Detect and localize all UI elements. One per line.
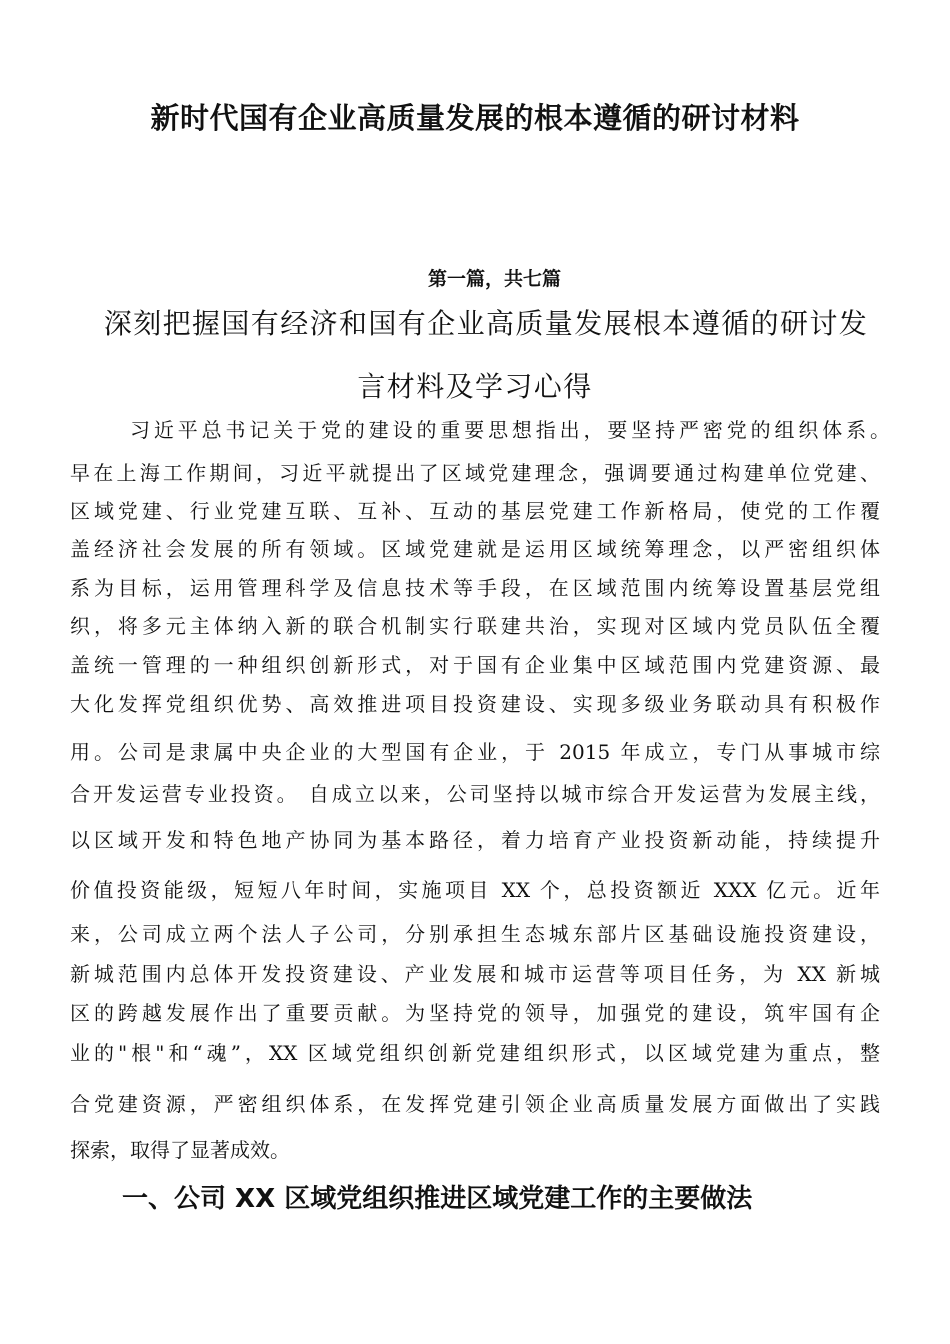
paragraph-line: 探索，取得了显著成效。 [70,1138,290,1162]
paragraph-line: 早在上海工作期间，习近平就提出了区域党建理念，强调要通过构建单位党建、 [70,461,880,485]
document-title: 新时代国有企业高质量发展的根本遵循的研讨材料 [150,101,800,135]
paragraph-line: 区的跨越发展作出了重要贡献。为坚持党的领导，加强党的建设，筑牢国有企 [70,1001,880,1025]
paragraph-line: 大化发挥党组织优势、高效推进项目投资建设、实现多级业务联动具有积极作 [70,692,880,716]
part-label: 第一篇，共七篇 [428,268,562,290]
paragraph-line: 习近平总书记关于党的建设的重要思想指出，要坚持严密党的组织体系。 [130,418,890,442]
paragraph-line: 新城范围内总体开发投资建设、产业发展和城市运营等项目任务，为 XX 新城 [70,962,880,986]
paragraph-line: 业的"根"和“魂”，XX 区域党组织创新党建组织形式，以区域党建为重点，整 [70,1041,880,1065]
paragraph-line: 区域党建、行业党建互联、互补、互动的基层党建工作新格局，使党的工作覆 [70,499,880,523]
paragraph-line: 价值投资能级，短短八年时间，实施项目 XX 个，总投资额近 XXX 亿元。近年 [70,878,880,902]
paragraph-line: 织，将多元主体纳入新的联合机制实行联建共治，实现对区域内党员队伍全覆 [70,614,880,638]
section-heading: 一、公司 XX 区域党组织推进区域党建工作的主要做法 [122,1184,753,1214]
paragraph-line: 来，公司成立两个法人子公司，分别承担生态城东部片区基础设施投资建设， [70,922,880,946]
paragraph-line: 盖统一管理的一种组织创新形式，对于国有企业集中区域范围内党建资源、最 [70,653,880,677]
paragraph-line: 合开发运营专业投资。 自成立以来，公司坚持以城市综合开发运营为发展主线， [70,782,880,806]
paragraph-line: 用。公司是隶属中央企业的大型国有企业，于 2015 年成立，专门从事城市综 [70,740,880,764]
subtitle-line-1: 深刻把握国有经济和国有企业高质量发展根本遵循的研讨发 [103,307,869,340]
paragraph-line: 合党建资源，严密组织体系，在发挥党建引领企业高质量发展方面做出了实践 [70,1092,880,1116]
paragraph-line: 系为目标，运用管理科学及信息技术等手段，在区域范围内统筹设置基层党组 [70,576,880,600]
paragraph-line: 以区域开发和特色地产协同为基本路径，着力培育产业投资新动能，持续提升 [70,828,880,852]
subtitle-line-2: 言材料及学习心得 [357,370,593,403]
paragraph-line: 盖经济社会发展的所有领域。区域党建就是运用区域统筹理念，以严密组织体 [70,537,880,561]
